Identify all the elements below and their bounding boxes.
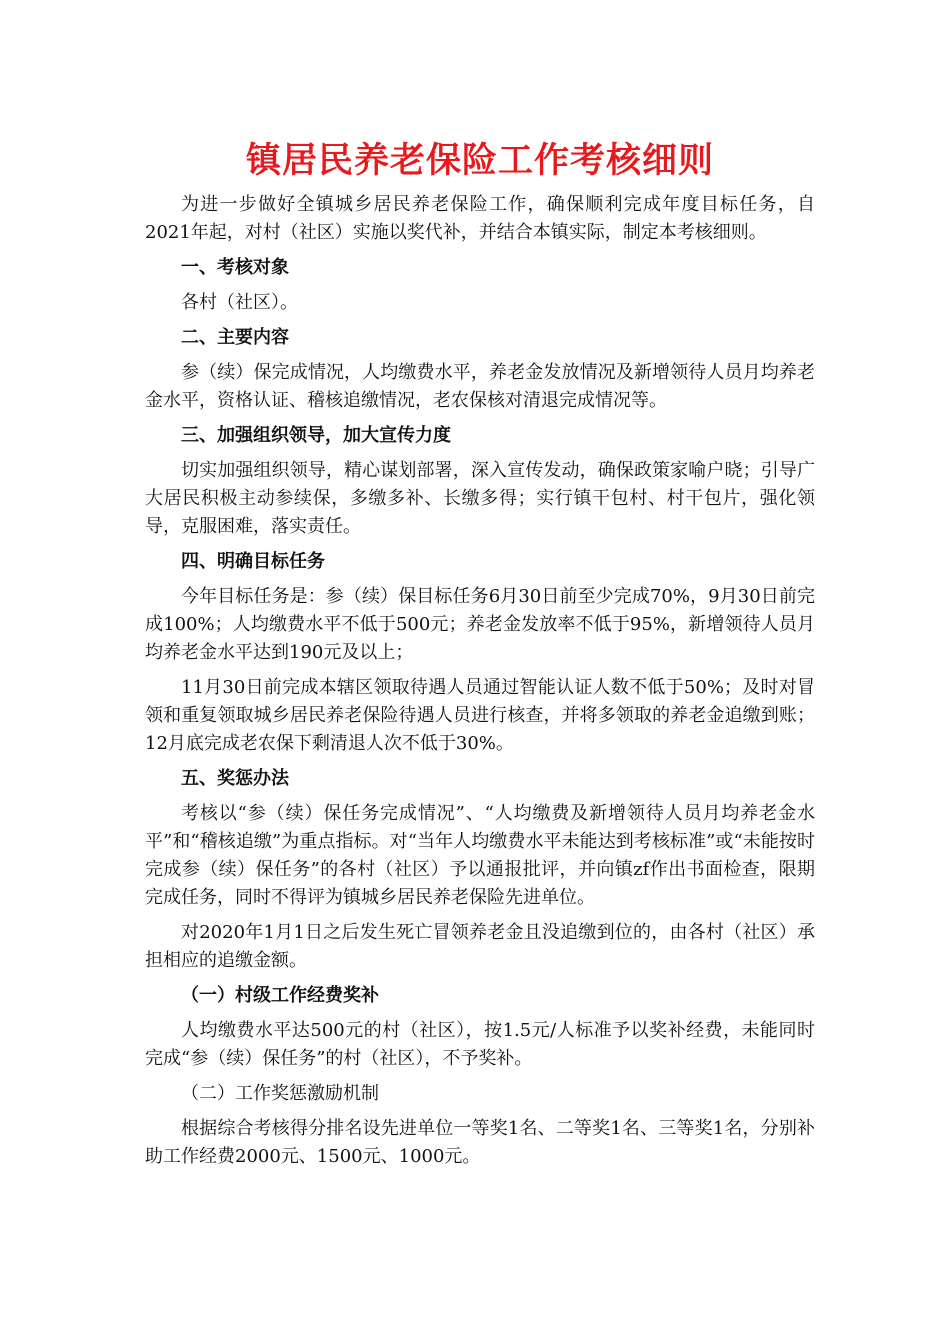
subsection-text-incentive: 根据综合考核得分排名设先进单位一等奖1名、二等奖1名、三等奖1名，分别补助工作经费2000元、1500元、1000元。	[145, 1118, 815, 1167]
subsection-text-village-funding: 人均缴费水平达500元的村（社区），按1.5元/人标准予以奖补经费，未能同时完成“参（续）保任务”的村（社区），不予奖补。	[145, 1020, 815, 1069]
section-heading-leadership: 三、加强组织领导，加大宣传力度	[181, 425, 451, 446]
section-text-leadership: 切实加强组织领导，精心谋划部署，深入宣传发动，确保政策家喻户晓；引导广大居民积极主动参续保，多缴多补、长缴多得；实行镇干包村、村干包片，强化领导，克服困难，落实责任。	[145, 460, 815, 537]
section-heading-content: 二、主要内容	[181, 327, 289, 348]
document-page	[145, 136, 815, 1171]
section-text-goals-1: 今年目标任务是：参（续）保目标任务6月30日前至少完成70%，9月30日前完成100%；人均缴费水平不低于500元；养老金发放率不低于95%，新增领待人员月均养老金水平达到190元及以上；	[145, 586, 815, 663]
subsection-heading-incentive: （二）工作奖惩激励机制	[181, 1083, 379, 1104]
section-heading-goals: 四、明确目标任务	[181, 551, 325, 572]
section-text-targets: 各村（社区）。	[181, 292, 298, 313]
section-heading-rewards: 五、奖惩办法	[181, 768, 289, 789]
section-text-content: 参（续）保完成情况，人均缴费水平，养老金发放情况及新增领待人员月均养老金水平，资格认证、稽核追缴情况，老农保核对清退完成情况等。	[145, 362, 815, 411]
section-text-goals-2: 11月30日前完成本辖区领取待遇人员通过智能认证人数不低于50%；及时对冒领和重复领取城乡居民养老保险待遇人员进行核查，并将多领取的养老金追缴到账；12月底完成老农保下剩清退人次不低于30%。	[145, 677, 815, 754]
subsection-heading-village-funding: （一）村级工作经费奖补	[181, 985, 379, 1006]
section-heading-targets: 一、考核对象	[181, 257, 289, 278]
section-text-rewards-1: 考核以“参（续）保任务完成情况”、“人均缴费及新增领待人员月均养老金水平”和“稽核追缴”为重点指标。对“当年人均缴费水平未能达到考核标准”或“未能按时完成参（续）保任务”的各村（社区）予以通报批评，并向镇zf作出书面检查，限期完成任务，同时不得评为镇城乡居民养老保险先进单位。	[145, 803, 815, 908]
intro-paragraph: 为进一步做好全镇城乡居民养老保险工作，确保顺利完成年度目标任务，自2021年起，对村（社区）实施以奖代补，并结合本镇实际，制定本考核细则。	[145, 194, 815, 243]
section-text-rewards-2: 对2020年1月1日之后发生死亡冒领养老金且没追缴到位的，由各村（社区）承担相应的追缴金额。	[145, 922, 815, 971]
document-title: 镇居民养老保险工作考核细则	[245, 140, 714, 181]
